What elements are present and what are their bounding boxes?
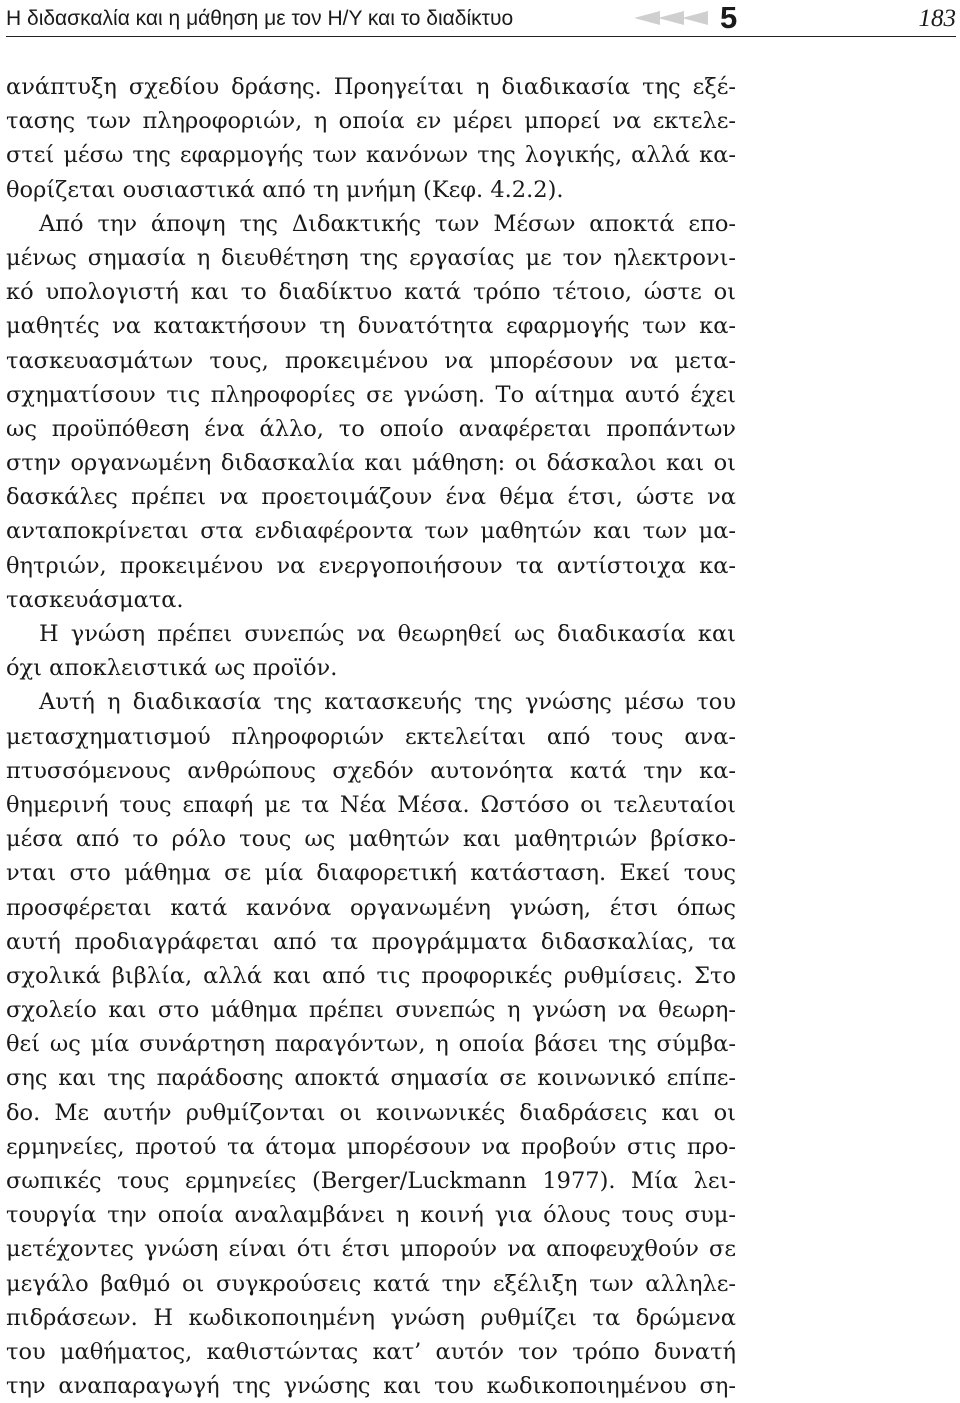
- text-line: Η γνώση πρέπει συνεπώς να θεωρηθεί ως διαδικασία και: [39, 621, 736, 647]
- text-line: αυτή προδιαγράφεται από τα προγράμματα διδασκαλίας, τα: [6, 928, 736, 955]
- text-line: σωπικές τους ερμηνείες (Berger/Luckmann 1977). Μία λει-: [6, 1168, 736, 1194]
- text-line: σης και της παράδοσης αποκτά σημασία σε κοινωνικό επίπε-: [6, 1065, 736, 1092]
- text-line: μένως σημασία η διευθέτηση της εργασίας με τον ηλεκτρονι-: [6, 244, 736, 271]
- running-head: Η διδασκαλία και η μάθηση με τον Η/Υ και το διαδίκτυο: [6, 7, 514, 30]
- text-line: ανταποκρίνεται στα ενδιαφέροντα των μαθητών και των μα-: [6, 518, 736, 545]
- text-line: μέσα από το ρόλο τους ως μαθητών και μαθητριών βρίσκο-: [6, 826, 736, 853]
- text-line: θημερινή τους επαφή με τα Νέα Μέσα. Ωστόσο οι τελευταίοι: [6, 791, 736, 818]
- text-line: στην οργανωμένη διδασκαλία και μάθηση: οι δάσκαλοι και οι: [6, 450, 736, 477]
- text-line: θητριών, προκειμένου να ενεργοποιήσουν τα αντίστοιχα κα-: [6, 552, 736, 579]
- text-line: νται στο μάθημα σε μία διαφορετική κατάσταση. Εκεί τους: [6, 860, 736, 887]
- body-text: [6, 70, 736, 1403]
- text-line: σχηματίσουν τις πληροφορίες σε γνώση. Το αίτημα αυτό έχει: [6, 381, 736, 408]
- text-line: τασης των πληροφοριών, η οποία εν μέρει μπορεί να εκτελε-: [6, 108, 736, 135]
- text-line: μεγάλο βαθμό οι συγκρούσεις κατά την εξέλιξη των αλληλε-: [6, 1270, 736, 1297]
- chapter-number: 5: [720, 0, 738, 35]
- text-line: όχι αποκλειστικά ως προϊόν.: [6, 655, 338, 682]
- text-line: σχολικά βιβλία, αλλά και από τις προφορικές ρυθμίσεις. Στο: [6, 962, 736, 989]
- text-line: μαθητές να κατακτήσουν τη δυνατότητα εφαρμογής των κα-: [6, 313, 736, 340]
- text-line: τασκευασμάτων τους, προκειμένου να μπορέσουν να μετα-: [6, 347, 736, 374]
- text-line: πτυσσόμενους ανθρώπους σχεδόν αυτονόητα κατά την κα-: [6, 757, 736, 784]
- text-line: τασκευάσματα.: [6, 586, 184, 613]
- text-line: σχολείο και στο μάθημα πρέπει συνεπώς η γνώση να θεωρη-: [6, 997, 736, 1024]
- text-line: ερμηνείες, προτού τα άτομα μπορέσουν να προβούν στις προ-: [6, 1133, 736, 1160]
- text-line: δο. Με αυτήν ρυθμίζονται οι κοινωνικές διαδράσεις και οι: [6, 1099, 736, 1126]
- text-line: θεί ως μία συνάρτηση παραγόντων, η οποία βάσει της σύμβα-: [6, 1031, 736, 1058]
- text-line: ανάπτυξη σχεδίου δράσης. Προηγείται η διαδικασία της εξέ-: [6, 74, 736, 100]
- text-line: στεί μέσω της εφαρμογής των κανόνων της λογικής, αλλά κα-: [6, 142, 736, 169]
- text-line: την αναπαραγωγή της γνώσης και του κωδικοποιημένου ση-: [6, 1373, 736, 1400]
- text-line: Από την άποψη της Διδακτικής των Μέσων αποκτά επο-: [39, 210, 736, 237]
- chapter-marker: [634, 0, 754, 34]
- text-line: Αυτή η διαδικασία της κατασκευής της γνώσης μέσω του: [39, 689, 736, 716]
- page-header: [6, 0, 956, 37]
- text-line: του μαθήματος, καθιστώντας κατ’ αυτόν τον τρόπο δυνατή: [6, 1338, 736, 1365]
- text-line: τουργία την οποία αναλαμβάνει η κοινή για όλους τους συμ-: [6, 1202, 736, 1229]
- page-number: 183: [918, 5, 956, 32]
- text-line: πιδράσεων. Η κωδικοποιημένη γνώση ρυθμίζει τα δρώμενα: [6, 1304, 736, 1331]
- text-line: ως προϋπόθεση ένα άλλο, το οποίο αναφέρεται προπάντων: [6, 415, 736, 442]
- text-line: θορίζεται ουσιαστικά από τη μνήμη (Κεφ. 4.2.2).: [6, 176, 564, 203]
- text-line: μετασχηματισμού πληροφοριών εκτελείται από τους ανα-: [6, 723, 736, 750]
- text-line: δασκάλες πρέπει να προετοιμάζουν ένα θέμα έτσι, ώστε να: [6, 484, 736, 511]
- text-line: προσφέρεται κατά κανόνα οργανωμένη γνώση, έτσι όπως: [6, 894, 736, 921]
- triple-left-arrow-icon: [634, 8, 714, 28]
- text-line: κό υπολογιστή και το διαδίκτυο κατά τρόπο τέτοιο, ώστε οι: [6, 279, 736, 306]
- text-line: μετέχοντες γνώση είναι ότι έτσι μπορούν να αποφευχθούν σε: [6, 1236, 736, 1263]
